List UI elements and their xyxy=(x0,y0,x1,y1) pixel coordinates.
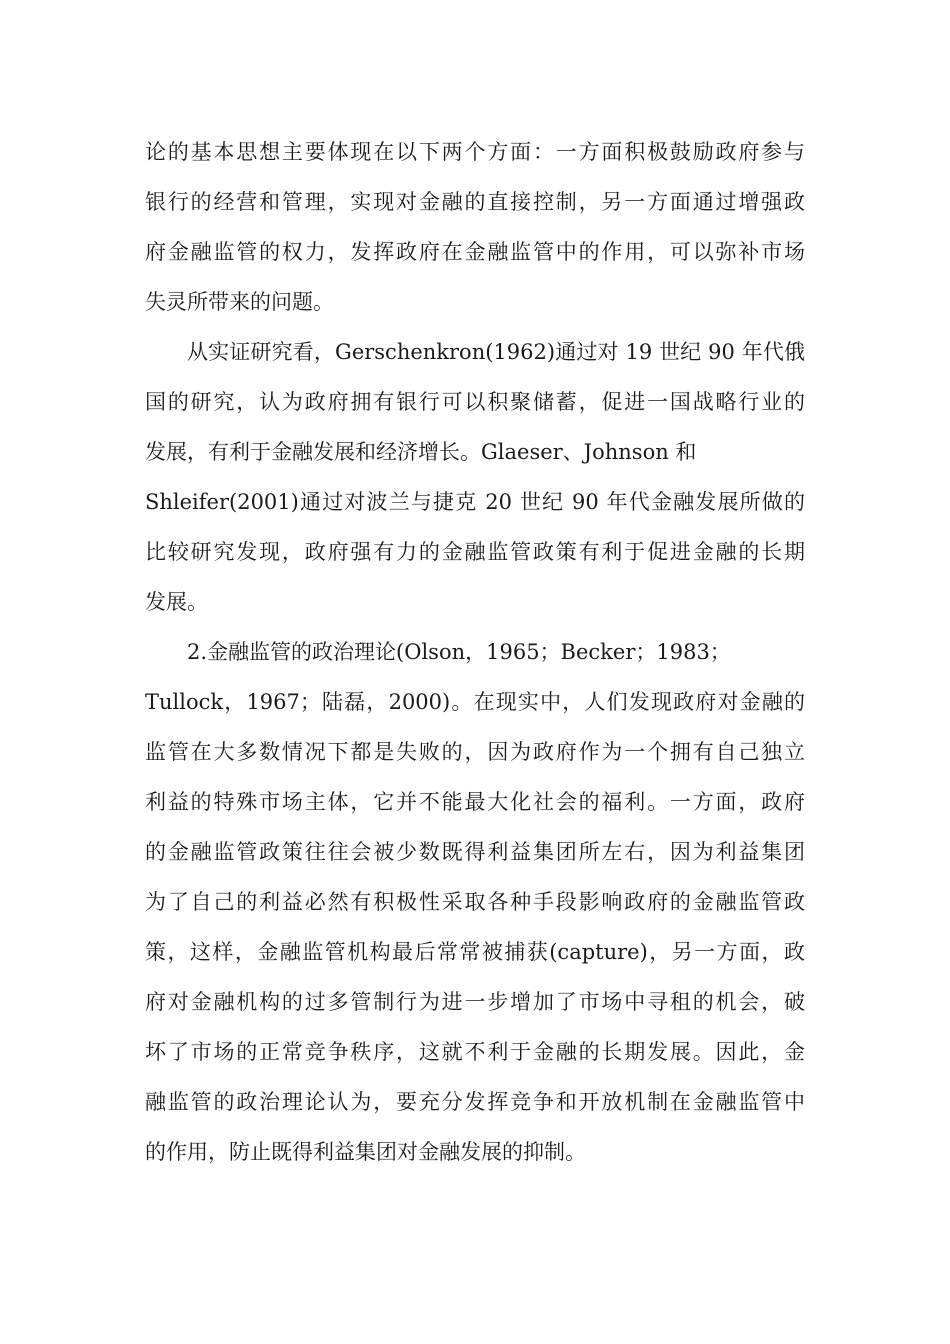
text-line: Tullock，1967；陆磊，2000)。在现实中，人们发现政府对金融的 xyxy=(145,690,805,714)
text-line: 坏了市场的正常竞争秩序，这就不利于金融的长期发展。因此，金 xyxy=(145,1040,805,1064)
text-line: Shleifer(2001)通过对波兰与捷克 20 世纪 90 年代金融发展所做的 xyxy=(145,490,805,514)
text-line: 发展，有利于金融发展和经济增长。Glaeser、Johnson 和 xyxy=(145,440,697,464)
text-line: 比较研究发现，政府强有力的金融监管政策有利于促进金融的长期 xyxy=(145,540,805,564)
text-line: 失灵所带来的问题。 xyxy=(145,290,334,314)
text-line: 国的研究，认为政府拥有银行可以积聚储蓄，促进一国战略行业的 xyxy=(145,390,805,414)
text-line: 监管在大多数情况下都是失败的，因为政府作为一个拥有自己独立 xyxy=(145,740,805,764)
text-line: 利益的特殊市场主体，它并不能最大化社会的福利。一方面，政府 xyxy=(145,790,805,814)
text-line: 2.金融监管的政治理论(Olson，1965；Becker；1983； xyxy=(187,640,731,664)
text-line: 融监管的政治理论认为，要充分发挥竞争和开放机制在金融监管中 xyxy=(145,1090,805,1114)
text-line: 银行的经营和管理，实现对金融的直接控制，另一方面通过增强政 xyxy=(145,190,805,214)
text-line: 的作用，防止既得利益集团对金融发展的抑制。 xyxy=(145,1140,586,1164)
text-line: 论的基本思想主要体现在以下两个方面：一方面积极鼓励政府参与 xyxy=(145,140,805,164)
text-line: 的金融监管政策往往会被少数既得利益集团所左右，因为利益集团 xyxy=(145,840,805,864)
text-line: 从实证研究看，Gerschenkron(1962)通过对 19 世纪 90 年代俄 xyxy=(187,340,805,364)
text-line: 为了自己的利益必然有积极性采取各种手段影响政府的金融监管政 xyxy=(145,890,805,914)
text-line: 府金融监管的权力，发挥政府在金融监管中的作用，可以弥补市场 xyxy=(145,240,805,264)
body-text xyxy=(145,127,805,1177)
text-line: 策，这样，金融监管机构最后常常被捕获(capture)，另一方面，政 xyxy=(145,940,805,964)
text-line: 发展。 xyxy=(145,590,208,614)
text-line: 府对金融机构的过多管制行为进一步增加了市场中寻租的机会，破 xyxy=(145,990,805,1014)
